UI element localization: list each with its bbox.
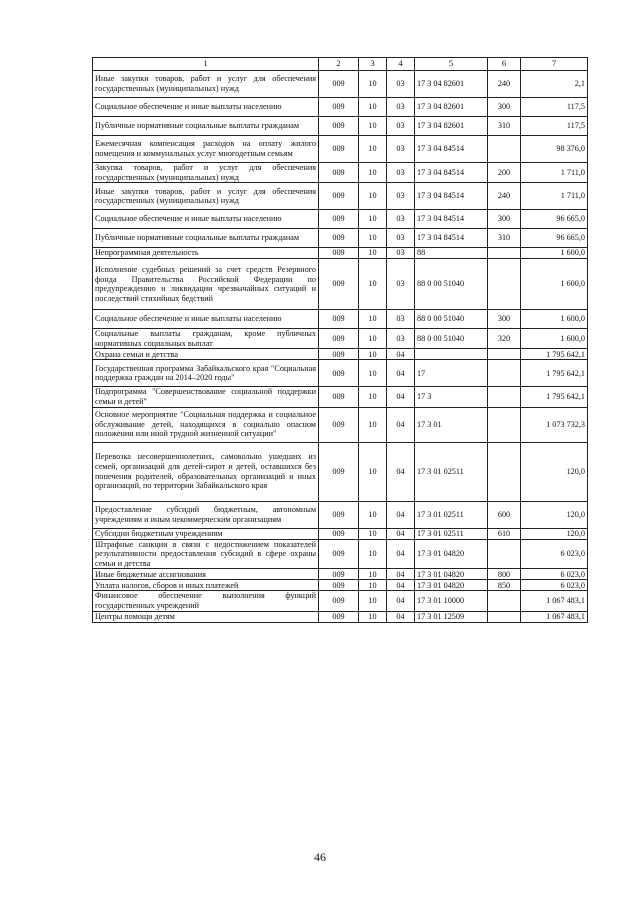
row-section-code: 10 bbox=[359, 360, 387, 387]
row-section-code: 10 bbox=[359, 329, 387, 349]
row-amount: 6 023,0 bbox=[521, 569, 588, 580]
row-expense-type: 600 bbox=[488, 501, 521, 528]
row-name: Иные бюджетные ассигнования bbox=[93, 569, 319, 580]
row-expense-type bbox=[488, 360, 521, 387]
row-expense-type bbox=[488, 611, 521, 622]
table-row bbox=[93, 528, 588, 539]
row-amount: 1 073 732,3 bbox=[521, 407, 588, 442]
row-department-code: 009 bbox=[319, 310, 359, 329]
row-expense-type: 240 bbox=[488, 183, 521, 210]
row-name: Основное мероприятие "Социальная поддержка и социальное обслуживание детей, находящихся в социально опасном положении или иной трудной жизненной ситуации" bbox=[93, 407, 319, 442]
row-subsection-code: 03 bbox=[387, 163, 415, 183]
table-row bbox=[93, 310, 588, 329]
row-expense-type bbox=[488, 539, 521, 569]
row-name: Иные закупки товаров, работ и услуг для обеспечения государственных (муниципальных) нужд bbox=[93, 71, 319, 98]
row-target-article: 17 3 04 84514 bbox=[415, 136, 488, 163]
row-expense-type: 310 bbox=[488, 229, 521, 248]
row-department-code: 009 bbox=[319, 117, 359, 136]
row-section-code: 10 bbox=[359, 259, 387, 310]
row-name: Ежемесячная компенсация расходов на оплату жилого помещения и коммунальных услуг многодетным семьям bbox=[93, 136, 319, 163]
row-amount: 96 665,0 bbox=[521, 210, 588, 229]
row-subsection-code: 03 bbox=[387, 98, 415, 117]
row-department-code: 009 bbox=[319, 248, 359, 259]
row-name: Непрограммная деятельность bbox=[93, 248, 319, 259]
header-col-4: 4 bbox=[387, 58, 415, 71]
row-name: Социальное обеспечение и иные выплаты населению bbox=[93, 210, 319, 229]
row-amount: 120,0 bbox=[521, 442, 588, 501]
row-expense-type: 310 bbox=[488, 117, 521, 136]
table-row bbox=[93, 117, 588, 136]
row-name: Охрана семьи и детства bbox=[93, 349, 319, 360]
row-department-code: 009 bbox=[319, 569, 359, 580]
row-section-code: 10 bbox=[359, 611, 387, 622]
table-row bbox=[93, 183, 588, 210]
row-subsection-code: 04 bbox=[387, 611, 415, 622]
table-row bbox=[93, 360, 588, 387]
row-target-article: 17 3 01 04820 bbox=[415, 580, 488, 591]
header-col-2: 2 bbox=[319, 58, 359, 71]
row-amount: 120,0 bbox=[521, 528, 588, 539]
row-subsection-code: 04 bbox=[387, 569, 415, 580]
row-target-article: 17 3 04 82601 bbox=[415, 71, 488, 98]
row-target-article: 17 3 01 02511 bbox=[415, 528, 488, 539]
row-target-article: 17 3 04 82601 bbox=[415, 98, 488, 117]
header-col-7: 7 bbox=[521, 58, 588, 71]
row-target-article: 17 3 04 84514 bbox=[415, 183, 488, 210]
row-name: Финансовое обеспечение выполнения функций государственных учреждений bbox=[93, 591, 319, 611]
row-amount: 1 067 483,1 bbox=[521, 611, 588, 622]
row-section-code: 10 bbox=[359, 407, 387, 442]
row-section-code: 10 bbox=[359, 528, 387, 539]
row-department-code: 009 bbox=[319, 183, 359, 210]
row-amount: 1 711,0 bbox=[521, 163, 588, 183]
row-name: Исполнение судебных решений за счет средств Резервного фонда Правительства Российской Федерации по предупреждению и ликвидации чрезвычайных ситуаций и последствий стихийных бедствий bbox=[93, 259, 319, 310]
row-subsection-code: 03 bbox=[387, 329, 415, 349]
row-name: Закупка товаров, работ и услуг для обеспечения государственных (муниципальных) нужд bbox=[93, 163, 319, 183]
row-department-code: 009 bbox=[319, 539, 359, 569]
row-amount: 6 023,0 bbox=[521, 580, 588, 591]
table-row bbox=[93, 229, 588, 248]
row-target-article: 88 0 00 51040 bbox=[415, 310, 488, 329]
row-expense-type bbox=[488, 407, 521, 442]
row-department-code: 009 bbox=[319, 329, 359, 349]
header-col-1: 1 bbox=[93, 58, 319, 71]
header-col-3: 3 bbox=[359, 58, 387, 71]
row-name: Уплата налогов, сборов и иных платежей bbox=[93, 580, 319, 591]
row-amount: 1 600,0 bbox=[521, 329, 588, 349]
table-row bbox=[93, 580, 588, 591]
row-name: Публичные нормативные социальные выплаты гражданам bbox=[93, 229, 319, 248]
row-section-code: 10 bbox=[359, 569, 387, 580]
row-expense-type: 300 bbox=[488, 310, 521, 329]
row-name: Штрафные санкции в связи с недостижением показателей результативности предоставления субсидий в сфере охраны семьи и детства bbox=[93, 539, 319, 569]
row-subsection-code: 03 bbox=[387, 71, 415, 98]
row-target-article: 17 bbox=[415, 360, 488, 387]
row-amount: 1 600,0 bbox=[521, 310, 588, 329]
table-row bbox=[93, 210, 588, 229]
row-department-code: 009 bbox=[319, 580, 359, 591]
row-amount: 1 067 483,1 bbox=[521, 591, 588, 611]
page-number: 46 bbox=[314, 850, 326, 864]
row-name: Центры помощи детям bbox=[93, 611, 319, 622]
table-row bbox=[93, 442, 588, 501]
row-department-code: 009 bbox=[319, 501, 359, 528]
row-department-code: 009 bbox=[319, 349, 359, 360]
row-target-article: 17 3 01 02511 bbox=[415, 442, 488, 501]
row-target-article: 88 0 00 51040 bbox=[415, 259, 488, 310]
table-row bbox=[93, 248, 588, 259]
row-subsection-code: 03 bbox=[387, 310, 415, 329]
row-amount: 1 795 642,1 bbox=[521, 360, 588, 387]
row-amount: 1 795 642,1 bbox=[521, 387, 588, 407]
row-subsection-code: 03 bbox=[387, 117, 415, 136]
row-department-code: 009 bbox=[319, 528, 359, 539]
header-col-5: 5 bbox=[415, 58, 488, 71]
table-row bbox=[93, 349, 588, 360]
budget-table bbox=[92, 57, 588, 623]
row-section-code: 10 bbox=[359, 310, 387, 329]
row-target-article: 17 3 01 04820 bbox=[415, 569, 488, 580]
row-expense-type: 320 bbox=[488, 329, 521, 349]
row-department-code: 009 bbox=[319, 442, 359, 501]
table-row bbox=[93, 98, 588, 117]
row-amount: 98 376,0 bbox=[521, 136, 588, 163]
row-expense-type bbox=[488, 136, 521, 163]
row-target-article: 17 3 04 82601 bbox=[415, 117, 488, 136]
row-expense-type: 300 bbox=[488, 210, 521, 229]
row-name: Субсидии бюджетным учреждениям bbox=[93, 528, 319, 539]
row-section-code: 10 bbox=[359, 349, 387, 360]
row-expense-type bbox=[488, 442, 521, 501]
row-section-code: 10 bbox=[359, 539, 387, 569]
row-name: Государственная программа Забайкальского края "Социальная поддержка граждан на 2014–2020 годы" bbox=[93, 360, 319, 387]
row-section-code: 10 bbox=[359, 387, 387, 407]
row-subsection-code: 03 bbox=[387, 248, 415, 259]
table-row bbox=[93, 501, 588, 528]
table-row bbox=[93, 591, 588, 611]
table-row bbox=[93, 387, 588, 407]
row-amount: 6 023,0 bbox=[521, 539, 588, 569]
row-expense-type bbox=[488, 349, 521, 360]
row-amount: 1 600,0 bbox=[521, 259, 588, 310]
table-row bbox=[93, 569, 588, 580]
row-target-article: 17 3 04 84514 bbox=[415, 229, 488, 248]
row-subsection-code: 03 bbox=[387, 183, 415, 210]
row-target-article: 17 3 01 12509 bbox=[415, 611, 488, 622]
table-row bbox=[93, 163, 588, 183]
header-col-6: 6 bbox=[488, 58, 521, 71]
row-name: Предоставление субсидий бюджетным, автономным учреждениям и иным некоммерческим организациям bbox=[93, 501, 319, 528]
row-department-code: 009 bbox=[319, 407, 359, 442]
row-department-code: 009 bbox=[319, 360, 359, 387]
row-subsection-code: 04 bbox=[387, 349, 415, 360]
row-subsection-code: 04 bbox=[387, 360, 415, 387]
row-section-code: 10 bbox=[359, 248, 387, 259]
row-department-code: 009 bbox=[319, 136, 359, 163]
table-row bbox=[93, 611, 588, 622]
row-name: Социальные выплаты гражданам, кроме публичных нормативных социальных выплат bbox=[93, 329, 319, 349]
row-target-article: 17 3 01 02511 bbox=[415, 501, 488, 528]
row-target-article: 17 3 01 10000 bbox=[415, 591, 488, 611]
row-subsection-code: 04 bbox=[387, 539, 415, 569]
row-subsection-code: 03 bbox=[387, 136, 415, 163]
row-expense-type: 850 bbox=[488, 580, 521, 591]
row-expense-type bbox=[488, 387, 521, 407]
row-target-article: 17 3 04 84514 bbox=[415, 210, 488, 229]
row-name: Социальное обеспечение и иные выплаты населению bbox=[93, 310, 319, 329]
row-section-code: 10 bbox=[359, 210, 387, 229]
row-subsection-code: 04 bbox=[387, 580, 415, 591]
row-subsection-code: 03 bbox=[387, 259, 415, 310]
row-subsection-code: 04 bbox=[387, 442, 415, 501]
row-subsection-code: 04 bbox=[387, 407, 415, 442]
row-subsection-code: 03 bbox=[387, 229, 415, 248]
row-section-code: 10 bbox=[359, 98, 387, 117]
row-expense-type: 300 bbox=[488, 98, 521, 117]
row-name: Перевозка несовершеннолетних, самовольно ушедших из семей, организаций для детей-сирот и детей, оставшихся без попечения родителей, образовательных организаций и иных организаций, по территории Забайкальского края bbox=[93, 442, 319, 501]
row-section-code: 10 bbox=[359, 136, 387, 163]
row-name: Публичные нормативные социальные выплаты гражданам bbox=[93, 117, 319, 136]
row-target-article: 88 bbox=[415, 248, 488, 259]
row-expense-type: 200 bbox=[488, 163, 521, 183]
row-department-code: 009 bbox=[319, 229, 359, 248]
table-header-row bbox=[93, 58, 588, 71]
table-row bbox=[93, 329, 588, 349]
row-section-code: 10 bbox=[359, 501, 387, 528]
row-section-code: 10 bbox=[359, 183, 387, 210]
row-target-article: 17 3 01 04820 bbox=[415, 539, 488, 569]
row-expense-type: 610 bbox=[488, 528, 521, 539]
row-amount: 1 795 642,1 bbox=[521, 349, 588, 360]
row-target-article: 17 3 bbox=[415, 387, 488, 407]
row-department-code: 009 bbox=[319, 210, 359, 229]
table-row bbox=[93, 539, 588, 569]
row-expense-type bbox=[488, 591, 521, 611]
row-section-code: 10 bbox=[359, 163, 387, 183]
row-amount: 1 600,0 bbox=[521, 248, 588, 259]
row-subsection-code: 04 bbox=[387, 591, 415, 611]
row-section-code: 10 bbox=[359, 580, 387, 591]
table-row bbox=[93, 136, 588, 163]
row-subsection-code: 03 bbox=[387, 210, 415, 229]
row-section-code: 10 bbox=[359, 71, 387, 98]
table-row bbox=[93, 71, 588, 98]
row-name: Иные закупки товаров, работ и услуг для обеспечения государственных (муниципальных) нужд bbox=[93, 183, 319, 210]
row-target-article bbox=[415, 349, 488, 360]
row-name: Подпрограмма "Совершенствование социальной поддержки семьи и детей" bbox=[93, 387, 319, 407]
row-expense-type bbox=[488, 259, 521, 310]
row-department-code: 009 bbox=[319, 387, 359, 407]
row-amount: 2,1 bbox=[521, 71, 588, 98]
row-amount: 120,0 bbox=[521, 501, 588, 528]
row-subsection-code: 04 bbox=[387, 528, 415, 539]
row-subsection-code: 04 bbox=[387, 501, 415, 528]
row-amount: 117,5 bbox=[521, 98, 588, 117]
row-amount: 117,5 bbox=[521, 117, 588, 136]
row-department-code: 009 bbox=[319, 163, 359, 183]
row-expense-type: 800 bbox=[488, 569, 521, 580]
row-expense-type bbox=[488, 248, 521, 259]
row-section-code: 10 bbox=[359, 229, 387, 248]
row-target-article: 88 0 00 51040 bbox=[415, 329, 488, 349]
row-department-code: 009 bbox=[319, 591, 359, 611]
row-amount: 96 665,0 bbox=[521, 229, 588, 248]
row-name: Социальное обеспечение и иные выплаты населению bbox=[93, 98, 319, 117]
row-target-article: 17 3 01 bbox=[415, 407, 488, 442]
row-amount: 1 711,0 bbox=[521, 183, 588, 210]
row-target-article: 17 3 04 84514 bbox=[415, 163, 488, 183]
row-department-code: 009 bbox=[319, 98, 359, 117]
row-department-code: 009 bbox=[319, 611, 359, 622]
row-section-code: 10 bbox=[359, 117, 387, 136]
row-department-code: 009 bbox=[319, 71, 359, 98]
row-expense-type: 240 bbox=[488, 71, 521, 98]
row-subsection-code: 04 bbox=[387, 387, 415, 407]
table-row bbox=[93, 407, 588, 442]
row-section-code: 10 bbox=[359, 591, 387, 611]
table-row bbox=[93, 259, 588, 310]
row-department-code: 009 bbox=[319, 259, 359, 310]
row-section-code: 10 bbox=[359, 442, 387, 501]
